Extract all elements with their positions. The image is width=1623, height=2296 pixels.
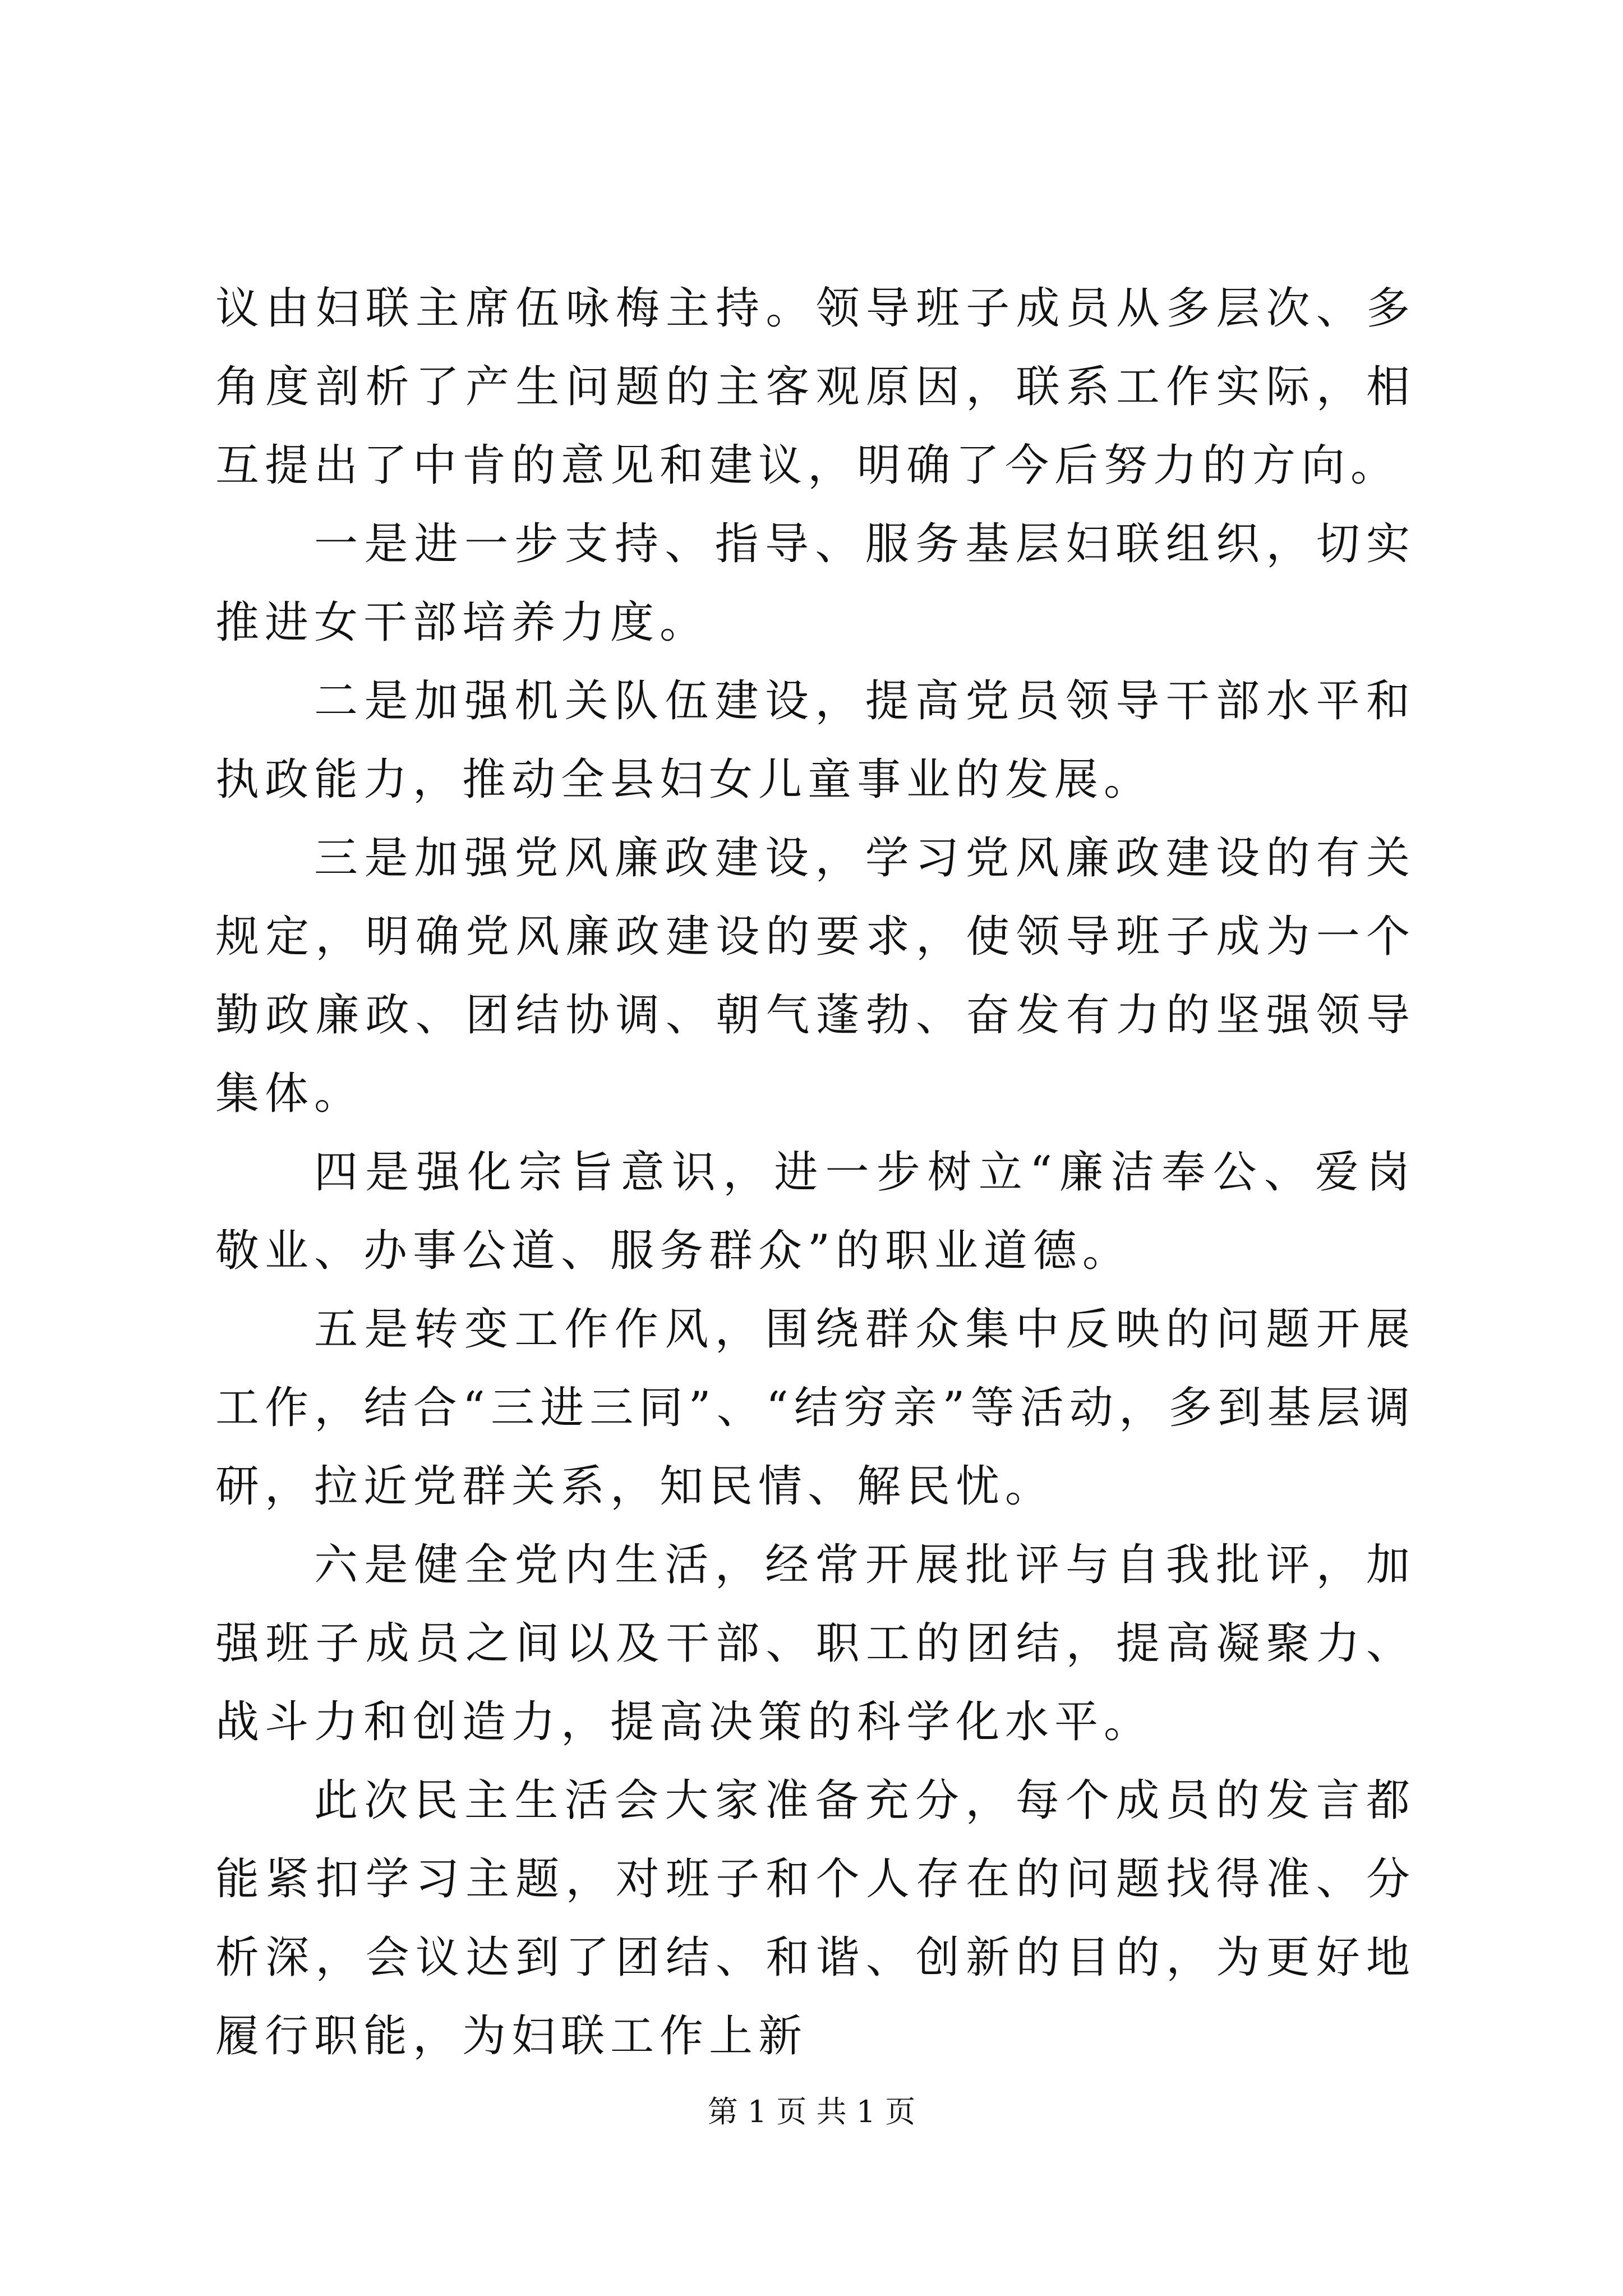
paragraph-meeting-summary: 议由妇联主席伍咏梅主持。领导班子成员从多层次、多角度剖析了产生问题的主客观原因，联系工作实际，相互提出了中肯的意见和建议，明确了今后努力的方向。 <box>215 283 1415 491</box>
paragraph-point-three: 三是加强党风廉政建设，学习党风廉政建设的有关规定，明确党风廉政建设的要求，使领导班子成为一个勤政廉政、团结协调、朝气蓬勃、奋发有力的坚强领导集体。 <box>215 833 1415 1119</box>
paragraph-point-four: 四是强化宗旨意识，进一步树立“廉洁奉公、爱岗敬业、办事公道、服务群众”的职业道德。 <box>215 1147 1415 1276</box>
paragraph-point-five: 五是转变工作作风，围绕群众集中反映的问题开展工作，结合“三进三同”、“结穷亲”等活动，多到基层调研，拉近党群关系，知民情、解民忧。 <box>215 1304 1415 1512</box>
paragraph-point-six: 六是健全党内生活，经常开展批评与自我批评，加强班子成员之间以及干部、职工的团结，提高凝聚力、战斗力和创造力，提高决策的科学化水平。 <box>215 1540 1415 1747</box>
document-body <box>215 269 1415 2076</box>
paragraph-point-one: 一是进一步支持、指导、服务基层妇联组织，切实推进女干部培养力度。 <box>215 519 1415 648</box>
paragraph-conclusion: 此次民主生活会大家准备充分，每个成员的发言都能紧扣学习主题，对班子和个人存在的问题找得准、分析深，会议达到了团结、和谐、创新的目的，为更好地履行职能，为妇联工作上新 <box>215 1775 1415 2062</box>
page-number-footer: 第 1 页 共 1 页 <box>707 2094 916 2129</box>
paragraph-point-two: 二是加强机关队伍建设，提高党员领导干部水平和执政能力，推动全县妇女儿童事业的发展。 <box>215 676 1415 805</box>
